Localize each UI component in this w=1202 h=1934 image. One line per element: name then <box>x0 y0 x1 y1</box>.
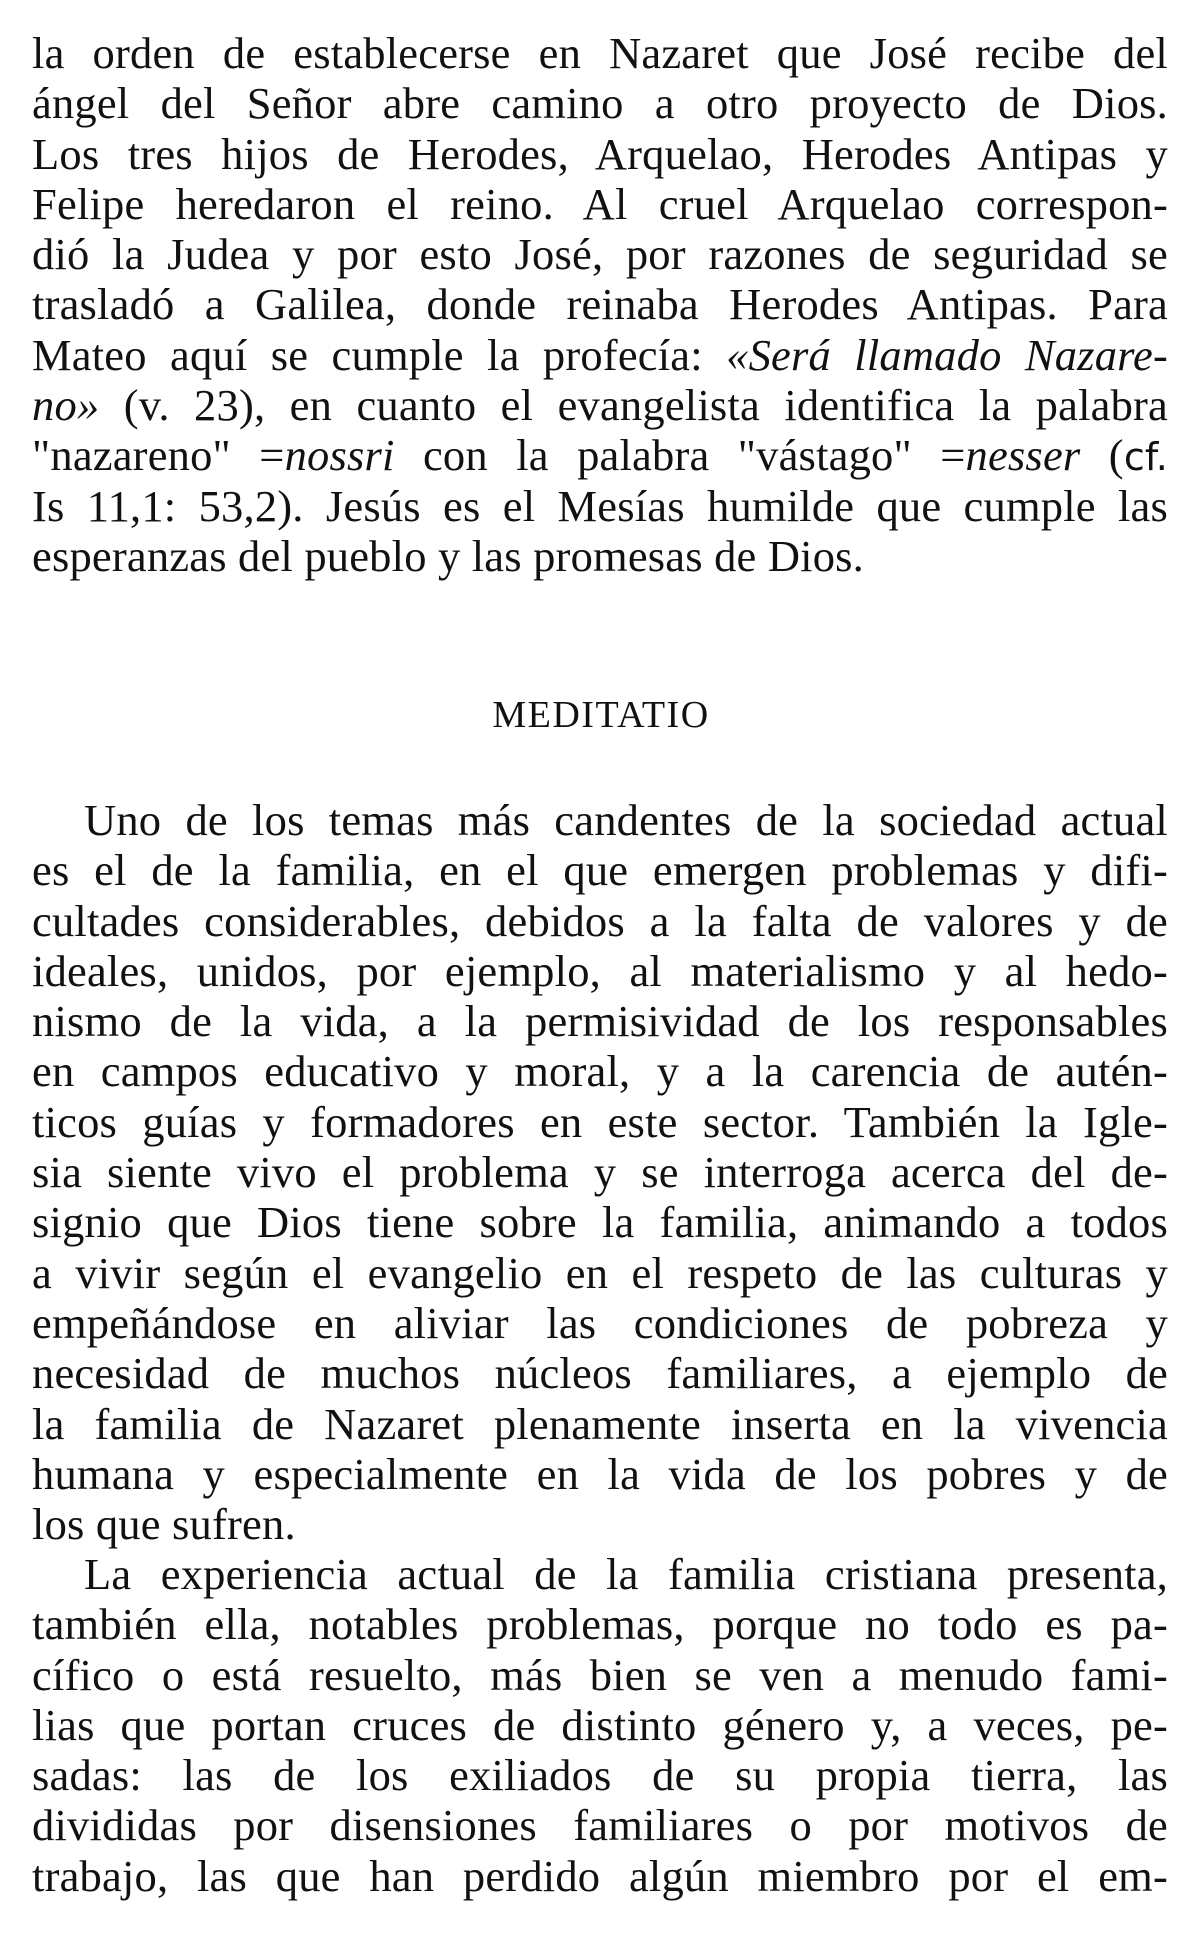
text-segment: empeñándose en aliviar las condiciones de pobreza y <box>32 1297 1168 1348</box>
text-line <box>32 946 1168 996</box>
section-heading-meditatio: MEDITATIO <box>492 694 710 736</box>
text-segment: con la palabra "vástago" = <box>394 430 966 481</box>
text-segment: divididas por disensiones familiares o por motivos de <box>32 1800 1168 1851</box>
text-segment: humana y especialmente en la vida de los pobres y de <box>32 1448 1168 1499</box>
text-segment: Felipe heredaron el reino. Al cruel Arquelao correspon- <box>32 178 1168 229</box>
text-segment: es el de la familia, en el que emergen problemas y difi- <box>32 845 1168 896</box>
paragraph-exegesis <box>32 28 1168 581</box>
text-line <box>32 380 1168 430</box>
text-segment: esperanzas del pueblo y las promesas de Dios. <box>32 530 865 581</box>
text-line <box>32 481 1168 531</box>
text-line <box>32 1750 1168 1800</box>
text-segment: dió la Judea y por esto José, por razones de seguridad se <box>32 229 1168 280</box>
text-segment: la orden de establecerse en Nazaret que José recibe del <box>32 28 1168 78</box>
text-line <box>32 1046 1168 1096</box>
text-line <box>32 1348 1168 1398</box>
text-segment: La experiencia actual de la familia cristiana presenta, <box>84 1549 1168 1599</box>
text-line <box>32 996 1168 1046</box>
text-line <box>32 845 1168 895</box>
text-line <box>32 1298 1168 1348</box>
text-segment: Is 11,1: 53,2). Jesús es el Mesías humilde que cumple las <box>32 480 1168 531</box>
text-segment: sia siente vivo el problema y se interroga acerca del de- <box>32 1147 1168 1198</box>
text-line <box>32 1700 1168 1750</box>
text-line <box>32 430 1168 480</box>
text-segment: cífico o está resuelto, más bien se ven a menudo fami- <box>32 1649 1168 1700</box>
text-segment: lias que portan cruces de distinto género y, a veces, pe- <box>32 1699 1168 1750</box>
text-line <box>32 1147 1168 1197</box>
text-line <box>32 1599 1168 1649</box>
text-segment: ángel del Señor abre camino a otro proyecto de Dios. <box>32 78 1168 129</box>
text-line <box>32 1248 1168 1298</box>
text-segment: ( <box>1080 430 1124 481</box>
text-segment: trabajo, las que han perdido algún miembro por el em- <box>32 1850 1168 1901</box>
text-line <box>32 330 1168 380</box>
text-line <box>32 1800 1168 1850</box>
text-line <box>32 1449 1168 1499</box>
text-segment: ticos guías y formadores en este sector. También la Igle- <box>32 1096 1168 1147</box>
text-segment: trasladó a Galilea, donde reinaba Herodes Antipas. Para <box>32 279 1168 330</box>
text-line <box>32 279 1168 329</box>
text-line <box>32 531 1168 581</box>
text-segment: (v. 23), en cuanto el evangelista identifica la palabra <box>99 380 1168 431</box>
text-line <box>32 1499 1168 1549</box>
text-segment: signio que Dios tiene sobre la familia, animando a todos <box>32 1197 1168 1248</box>
text-line <box>32 1197 1168 1247</box>
text-segment: en campos educativo y moral, y a la carencia de autén- <box>32 1046 1168 1097</box>
paragraph-meditatio-2 <box>32 1549 1168 1901</box>
text-line <box>32 78 1168 128</box>
text-segment: la familia de Nazaret plenamente inserta en la vivencia <box>32 1398 1168 1449</box>
text-segment: "nazareno" = <box>32 430 285 481</box>
text-line <box>32 896 1168 946</box>
text-segment: ideales, unidos, por ejemplo, al materialismo y al hedo- <box>32 945 1168 996</box>
text-segment: Uno de los temas más candentes de la sociedad actual <box>84 795 1168 845</box>
italic-text: nesser <box>965 430 1081 481</box>
text-segment: Mateo aquí se cumple la profecía: <box>32 329 727 380</box>
text-segment: a vivir según el evangelio en el respeto de las culturas y <box>32 1247 1168 1298</box>
text-segment: nismo de la vida, a la permisividad de los responsables <box>32 996 1168 1047</box>
text-line <box>32 229 1168 279</box>
text-segment: sadas: las de los exiliados de su propia tierra, las <box>32 1750 1168 1801</box>
paragraph-meditatio-1 <box>32 795 1168 1549</box>
text-segment: Los tres hijos de Herodes, Arquelao, Herodes Antipas y <box>32 128 1168 179</box>
text-line <box>32 28 1168 78</box>
text-segment: también ella, notables problemas, porque no todo es pa- <box>32 1599 1168 1650</box>
italic-text: «Será llamado Nazare- <box>726 329 1168 380</box>
text-line <box>32 1399 1168 1449</box>
text-line <box>32 795 1168 845</box>
text-line <box>32 1851 1168 1901</box>
text-line <box>32 1097 1168 1147</box>
text-segment: cultades considerables, debidos a la falta de valores y de <box>32 895 1168 946</box>
text-segment: los que sufren. <box>32 1499 296 1550</box>
text-line <box>32 1650 1168 1700</box>
text-line <box>32 179 1168 229</box>
italic-text: nossri <box>284 430 395 481</box>
italic-text: no» <box>32 380 100 431</box>
text-line <box>32 129 1168 179</box>
text-segment: cf. <box>1123 435 1168 480</box>
text-line <box>32 1549 1168 1599</box>
text-segment: necesidad de muchos núcleos familiares, a ejemplo de <box>32 1348 1168 1399</box>
